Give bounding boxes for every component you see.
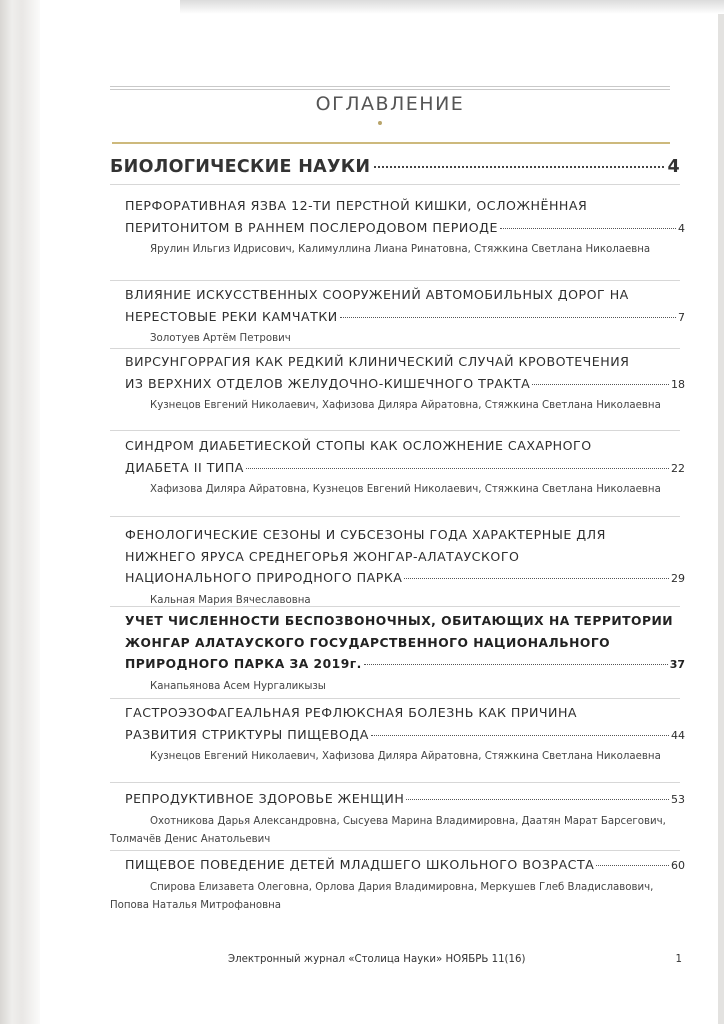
separator	[110, 698, 680, 699]
page-number: 1	[675, 954, 682, 965]
dot-leader	[374, 166, 663, 168]
dot-leader	[406, 799, 669, 800]
header-top-rule-2	[110, 89, 670, 90]
separator	[110, 280, 680, 281]
section-title: БИОЛОГИЧЕСКИЕ НАУКИ	[110, 157, 371, 177]
entry-title[interactable]: ФЕНОЛОГИЧЕСКИЕ СЕЗОНЫ И СУБСЕЗОНЫ ГОДА ХАРАКТЕРНЫЕ ДЛЯ НИЖНЕГО ЯРУСА СРЕДНЕГОРЬЯ ЖОНГАР-АЛАТАУСКОГО НАЦИОНАЛЬНОГО ПРИРОДНОГО ПАРКА 29	[110, 524, 685, 590]
entry-authors: Кузнецов Евгений Николаевич, Хафизова Диляра Айратовна, Стяжкина Светлана Николаевна	[150, 400, 661, 411]
entry-title[interactable]: ВИРСУНГОРРАГИЯ КАК РЕДКИЙ КЛИНИЧЕСКИЙ СЛУЧАЙ КРОВОТЕЧЕНИЯ ИЗ ВЕРХНИХ ОТДЕЛОВ ЖЕЛУДОЧНО-КИШЕЧНОГО ТРАКТА 18	[110, 351, 685, 395]
entry-page: 7	[678, 310, 685, 324]
toc-entry[interactable]	[110, 435, 685, 499]
separator	[110, 184, 680, 185]
entry-authors: Кальная Мария Вячеславовна	[150, 594, 311, 606]
entry-page: 60	[671, 859, 685, 872]
dot-leader	[404, 578, 669, 579]
journal-name: Электронный журнал «Столица Науки» НОЯБРЬ 11(16)	[228, 954, 526, 965]
dot-leader	[364, 664, 668, 665]
entry-title[interactable]: ВЛИЯНИЕ ИСКУССТВЕННЫХ СООРУЖЕНИЙ АВТОМОБИЛЬНЫХ ДОРОГ НА НЕРЕСТОВЫЕ РЕКИ КАМЧАТКИ 7	[110, 284, 685, 328]
separator	[110, 850, 680, 851]
entry-authors: Канапьянова Асем Нургаликызы	[150, 680, 326, 692]
separator	[110, 516, 680, 517]
entry-page: 29	[671, 572, 685, 585]
toc-entry[interactable]	[110, 524, 685, 610]
entry-page: 4	[678, 221, 685, 235]
dot-leader	[500, 228, 676, 229]
page-footer	[110, 954, 682, 972]
section-heading	[110, 157, 680, 177]
toc-entry[interactable]	[110, 788, 685, 849]
separator	[110, 782, 680, 783]
entry-authors: Хафизова Диляра Айратовна, Кузнецов Евгений Николаевич, Стяжкина Светлана Николаевна	[150, 484, 661, 495]
entry-title[interactable]: РЕПРОДУКТИВНОЕ ЗДОРОВЬЕ ЖЕНЩИН 53	[110, 788, 685, 811]
separator	[110, 348, 680, 349]
header-gold-rule	[112, 142, 670, 144]
toc-entry[interactable]	[110, 351, 685, 415]
page-binding-edge	[0, 0, 40, 1024]
dot-leader	[340, 317, 676, 318]
entry-page: 18	[671, 377, 685, 391]
toc-entry[interactable]	[110, 611, 685, 696]
entry-page: 37	[669, 658, 685, 671]
entry-title[interactable]: СИНДРОМ ДИАБЕТИЕСКОЙ СТОПЫ КАК ОСЛОЖНЕНИЕ САХАРНОГО ДИАБЕТА II ТИПА 22	[110, 435, 685, 479]
entry-authors: Кузнецов Евгений Николаевич, Хафизова Диляра Айратовна, Стяжкина Светлана Николаевна	[150, 751, 661, 762]
entry-authors: Охотникова Дарья Александровна, Сысуева Марина Владимировна, Даатян Марат Барсегович, Толмачёв Денис Анатольевич	[110, 815, 666, 845]
entry-authors: Золотуев Артём Петрович	[150, 333, 291, 344]
page-top-edge	[180, 0, 724, 14]
entry-page: 22	[671, 461, 685, 475]
page-right-edge	[718, 0, 724, 1024]
entry-page: 53	[671, 793, 685, 806]
dot-leader	[246, 468, 669, 469]
entry-title[interactable]: ГАСТРОЭЗОФАГЕАЛЬНАЯ РЕФЛЮКСНАЯ БОЛЕЗНЬ КАК ПРИЧИНА РАЗВИТИЯ СТРИКТУРЫ ПИЩЕВОДА 44	[110, 702, 685, 746]
separator	[110, 430, 680, 431]
dot-leader	[532, 384, 669, 385]
entry-page: 44	[671, 728, 685, 742]
separator	[110, 606, 680, 607]
dot-leader	[596, 865, 669, 866]
toc-entry[interactable]	[110, 284, 685, 348]
entry-title[interactable]: УЧЕТ ЧИСЛЕННОСТИ БЕСПОЗВОНОЧНЫХ, ОБИТАЮЩИХ НА ТЕРРИТОРИИ ЖОНГАР АЛАТАУСКОГО ГОСУДАРСТВЕННОГО НАЦИОНАЛЬНОГО ПРИРОДНОГО ПАРКА ЗА 2019г. 37	[110, 611, 685, 676]
header-top-rule	[110, 86, 670, 87]
toc-entry[interactable]	[110, 195, 685, 259]
toc-entry[interactable]	[110, 854, 685, 915]
entry-title[interactable]: ПЕРФОРАТИВНАЯ ЯЗВА 12-ТИ ПЕРСТНОЙ КИШКИ, ОСЛОЖНЁННАЯ ПЕРИТОНИТОМ В РАННЕМ ПОСЛЕРОДОВОМ ПЕРИОДЕ 4	[110, 195, 685, 239]
dot-leader	[371, 735, 669, 736]
entry-title[interactable]: ПИЩЕВОЕ ПОВЕДЕНИЕ ДЕТЕЙ МЛАДШЕГО ШКОЛЬНОГО ВОЗРАСТА 60	[110, 854, 685, 877]
section-page: 4	[667, 157, 680, 177]
page-title: ОГЛАВЛЕНИЕ	[315, 93, 465, 115]
toc-entry[interactable]	[110, 702, 685, 766]
entry-authors: Ярулин Ильгиз Идрисович, Калимуллина Лиана Ринатовна, Стяжкина Светлана Николаевна	[150, 244, 651, 255]
entry-authors: Спирова Елизавета Олеговна, Орлова Дария Владимировна, Меркушев Глеб Владиславович, Попова Наталья Митрофановна	[110, 881, 654, 911]
ornament-dot	[378, 121, 382, 125]
